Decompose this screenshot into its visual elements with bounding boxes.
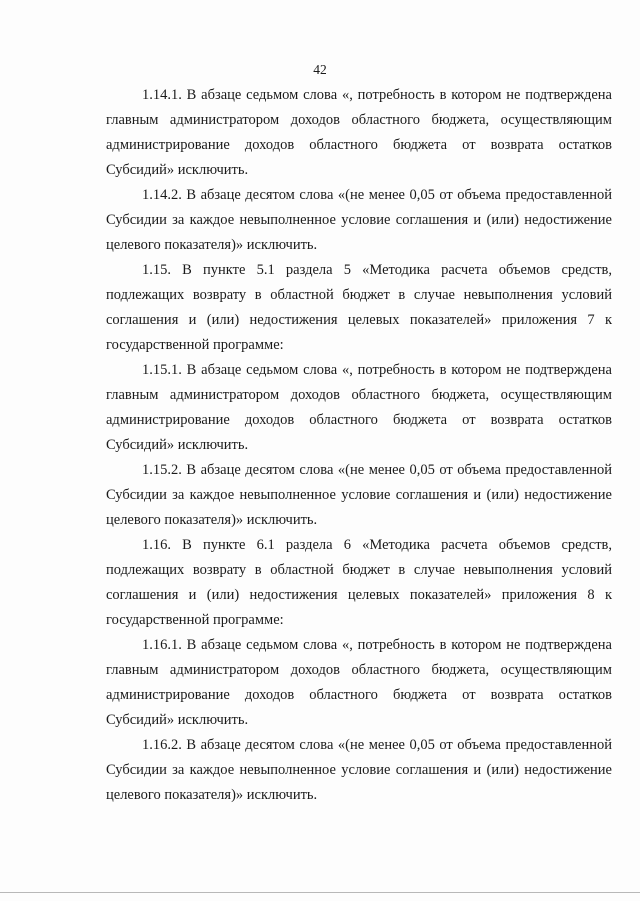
paragraph-1-15-1: 1.15.1. В абзаце седьмом слова «, потребность в котором не подтверждена главным администратором доходов областного бюджета, осуществляющим администрирование доходов областного бюджета от возврата остатков Субсидий» исключить.	[106, 362, 612, 453]
document-body	[106, 83, 612, 808]
paragraph-1-15: 1.15. В пункте 5.1 раздела 5 «Методика расчета объемов средств, подлежащих возврату в областной бюджет в случае невыполнения условий соглашения и (или) недостижения целевых показателей» приложения 7 к государственной программе:	[106, 262, 612, 353]
paragraph-1-16: 1.16. В пункте 6.1 раздела 6 «Методика расчета объемов средств, подлежащих возврату в областной бюджет в случае невыполнения условий соглашения и (или) недостижения целевых показателей» приложения 8 к государственной программе:	[106, 537, 612, 628]
page-number: 42	[313, 62, 327, 77]
paragraph-1-16-2: 1.16.2. В абзаце десятом слова «(не менее 0,05 от объема предоставленной Субсидии за каждое невыполненное условие соглашения и (или) недостижение целевого показателя)» исключить.	[106, 737, 612, 803]
paragraph-1-15-2: 1.15.2. В абзаце десятом слова «(не менее 0,05 от объема предоставленной Субсидии за каждое невыполненное условие соглашения и (или) недостижение целевого показателя)» исключить.	[106, 462, 612, 528]
paragraph-1-14-1: 1.14.1. В абзаце седьмом слова «, потребность в котором не подтверждена главным администратором доходов областного бюджета, осуществляющим администрирование доходов областного бюджета от возврата остатков Субсидий» исключить.	[106, 87, 612, 178]
paragraph-1-14-2: 1.14.2. В абзаце десятом слова «(не менее 0,05 от объема предоставленной Субсидии за каждое невыполненное условие соглашения и (или) недостижение целевого показателя)» исключить.	[106, 187, 612, 253]
paragraph-1-16-1: 1.16.1. В абзаце седьмом слова «, потребность в котором не подтверждена главным администратором доходов областного бюджета, осуществляющим администрирование доходов областного бюджета от возврата остатков Субсидий» исключить.	[106, 637, 612, 728]
scan-edge-line	[0, 892, 640, 893]
